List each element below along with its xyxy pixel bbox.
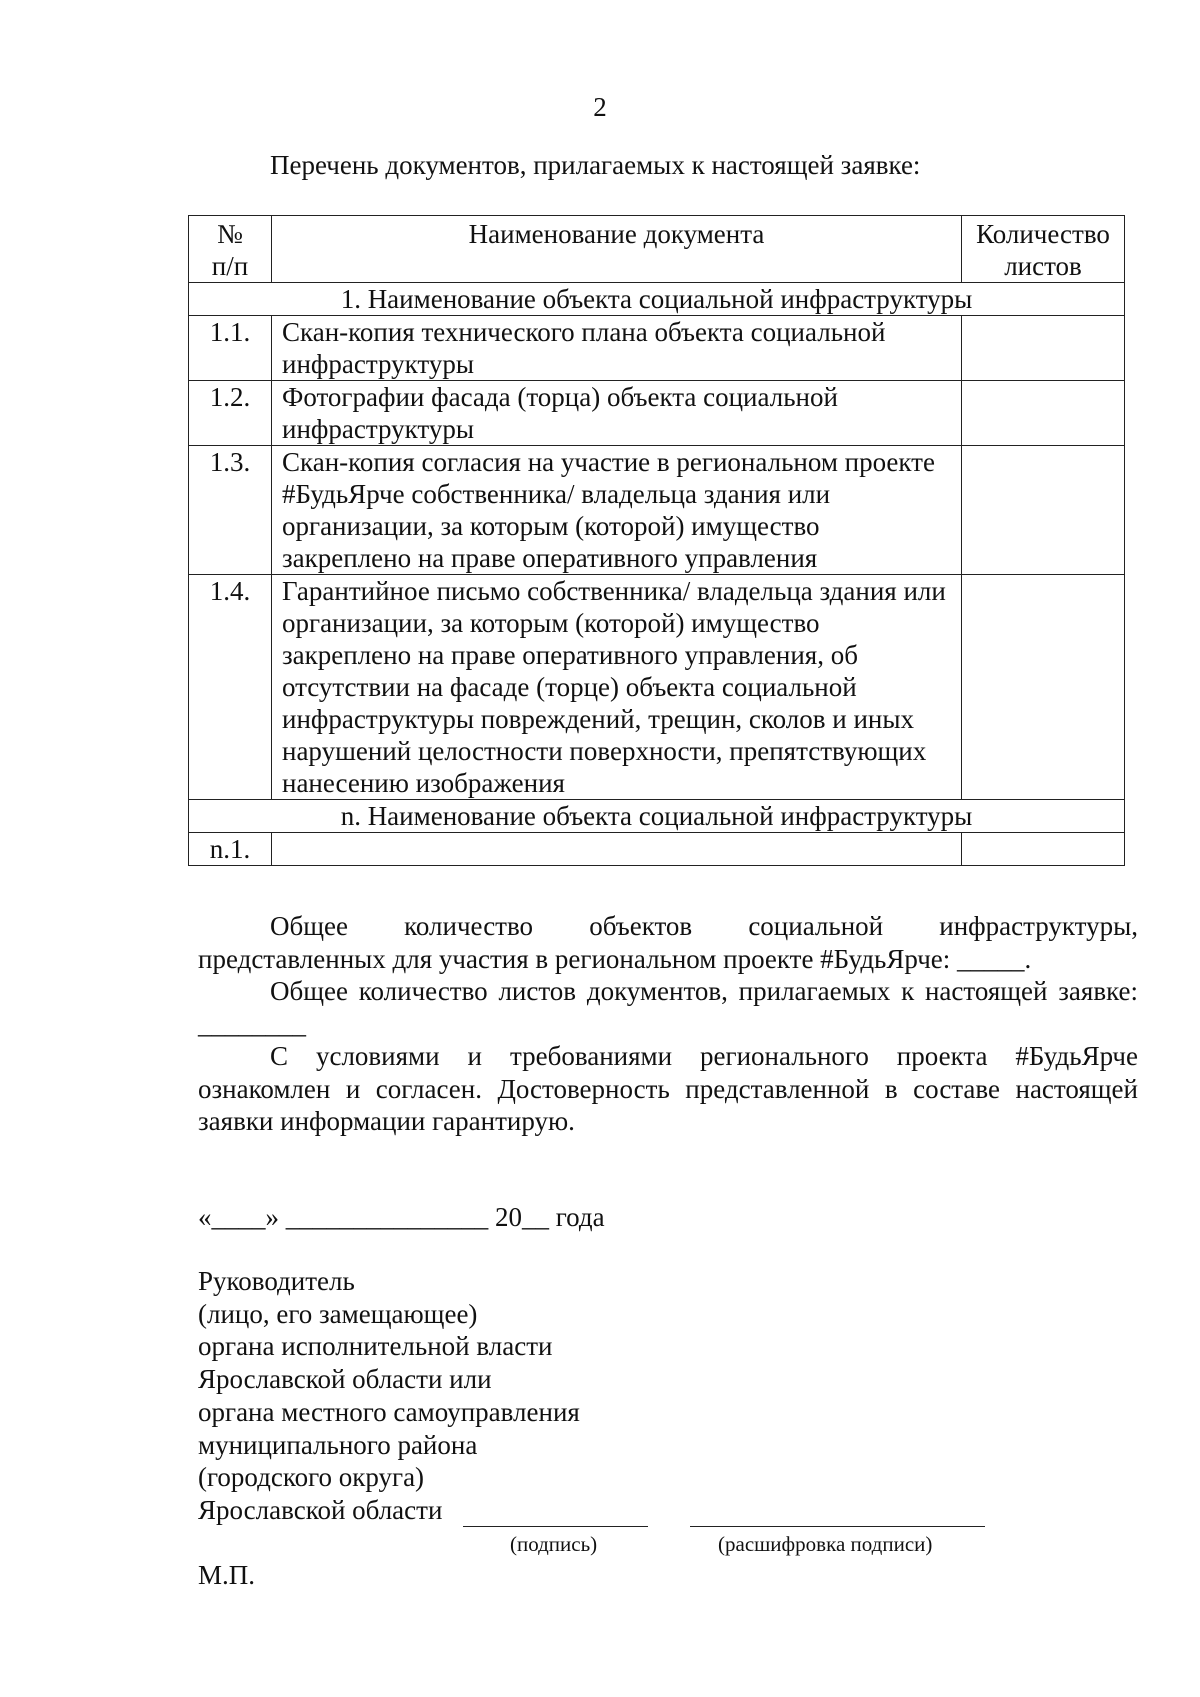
header-document-name: Наименование документа xyxy=(272,216,962,283)
decryption-underline xyxy=(690,1526,985,1527)
section-n-title: n. Наименование объекта социальной инфраструктуры xyxy=(189,800,1125,833)
row-sheet-count xyxy=(962,575,1125,800)
row-document-name: Гарантийное письмо собственника/ владельца здания или организации, за которым (которой) имущество закреплено на праве оперативного управления, об отсутствии на фасаде (торце) объекта социальной инфраструктуры повреждений, трещин, сколов и иных нарушений целостности поверхности, препятствующих нанесению изображения xyxy=(272,575,962,800)
row-number: 1.3. xyxy=(189,446,272,575)
signatory-line: (городского округа) xyxy=(198,1462,425,1493)
table-row xyxy=(189,833,1125,866)
row-number: n.1. xyxy=(189,833,272,866)
signature-underline xyxy=(463,1526,648,1527)
row-sheet-count xyxy=(962,446,1125,575)
header-count-line1: Количество xyxy=(976,219,1110,249)
sheets-total-paragraph xyxy=(198,975,1138,1040)
signatory-line: муниципального района xyxy=(198,1429,478,1460)
section-1-title: 1. Наименование объекта социальной инфраструктуры xyxy=(189,283,1125,316)
table-row xyxy=(189,381,1125,446)
row-number: 1.2. xyxy=(189,381,272,446)
signatory-line: (лицо, его замещающее) xyxy=(198,1298,478,1329)
header-sheet-count xyxy=(962,216,1125,283)
table-header-row xyxy=(189,216,1125,283)
documents-table xyxy=(188,215,1125,866)
objects-total-line2: представленных для участия в региональном проекте #БудьЯрче: _____. xyxy=(198,943,1032,974)
section-row-1 xyxy=(189,283,1125,316)
row-sheet-count xyxy=(962,316,1125,381)
objects-total-line1: Общее количество объектов социальной инфраструктуры, xyxy=(270,911,1138,941)
row-number: 1.4. xyxy=(189,575,272,800)
page-number: 2 xyxy=(593,92,607,122)
header-count-line2: листов xyxy=(1004,251,1082,281)
decryption-caption: (расшифровка подписи) xyxy=(718,1532,933,1556)
row-document-name: Скан-копия технического плана объекта социальной инфраструктуры xyxy=(272,316,962,381)
row-sheet-count xyxy=(962,381,1125,446)
signatory-line: Руководитель xyxy=(198,1266,355,1296)
agreement-paragraph xyxy=(198,1040,1138,1138)
signatory-line: органа исполнительной власти xyxy=(198,1331,553,1362)
table-row xyxy=(189,446,1125,575)
row-document-name xyxy=(272,833,962,866)
stamp-place: М.П. xyxy=(198,1560,256,1590)
header-number-line2: п/п xyxy=(211,251,249,281)
row-document-name: Фотографии фасада (торца) объекта социальной инфраструктуры xyxy=(272,381,962,446)
signatory-line: органа местного самоуправления xyxy=(198,1396,580,1427)
row-sheet-count xyxy=(962,833,1125,866)
objects-total-paragraph xyxy=(198,910,1138,975)
table-row xyxy=(189,316,1125,381)
signatory-line: Ярославской области xyxy=(198,1494,443,1525)
agreement-text: С условиями и требованиями регионального проекта #БудьЯрче ознакомлен и согласен. Достоверность представленной в составе настоящей заявки информации гарантирую. xyxy=(198,1041,1138,1136)
header-number xyxy=(189,216,272,283)
date-line: «____» _______________ 20__ года xyxy=(198,1202,605,1232)
row-document-name: Скан-копия согласия на участие в региональном проекте #БудьЯрче собственника/ владельца здания или организации, за которым (которой) имущество закреплено на праве оперативного управления xyxy=(272,446,962,575)
documents-list-heading: Перечень документов, прилагаемых к настоящей заявке: xyxy=(270,150,921,180)
signatory-line: Ярославской области или xyxy=(198,1364,492,1395)
row-number: 1.1. xyxy=(189,316,272,381)
section-row-n xyxy=(189,800,1125,833)
sheets-total-text: Общее количество листов документов, прилагаемых к настоящей заявке: ________ xyxy=(198,976,1138,1039)
signature-caption: (подпись) xyxy=(510,1532,598,1556)
header-number-line1: № xyxy=(217,219,243,249)
table-row xyxy=(189,575,1125,800)
signatory-block xyxy=(198,1265,580,1527)
